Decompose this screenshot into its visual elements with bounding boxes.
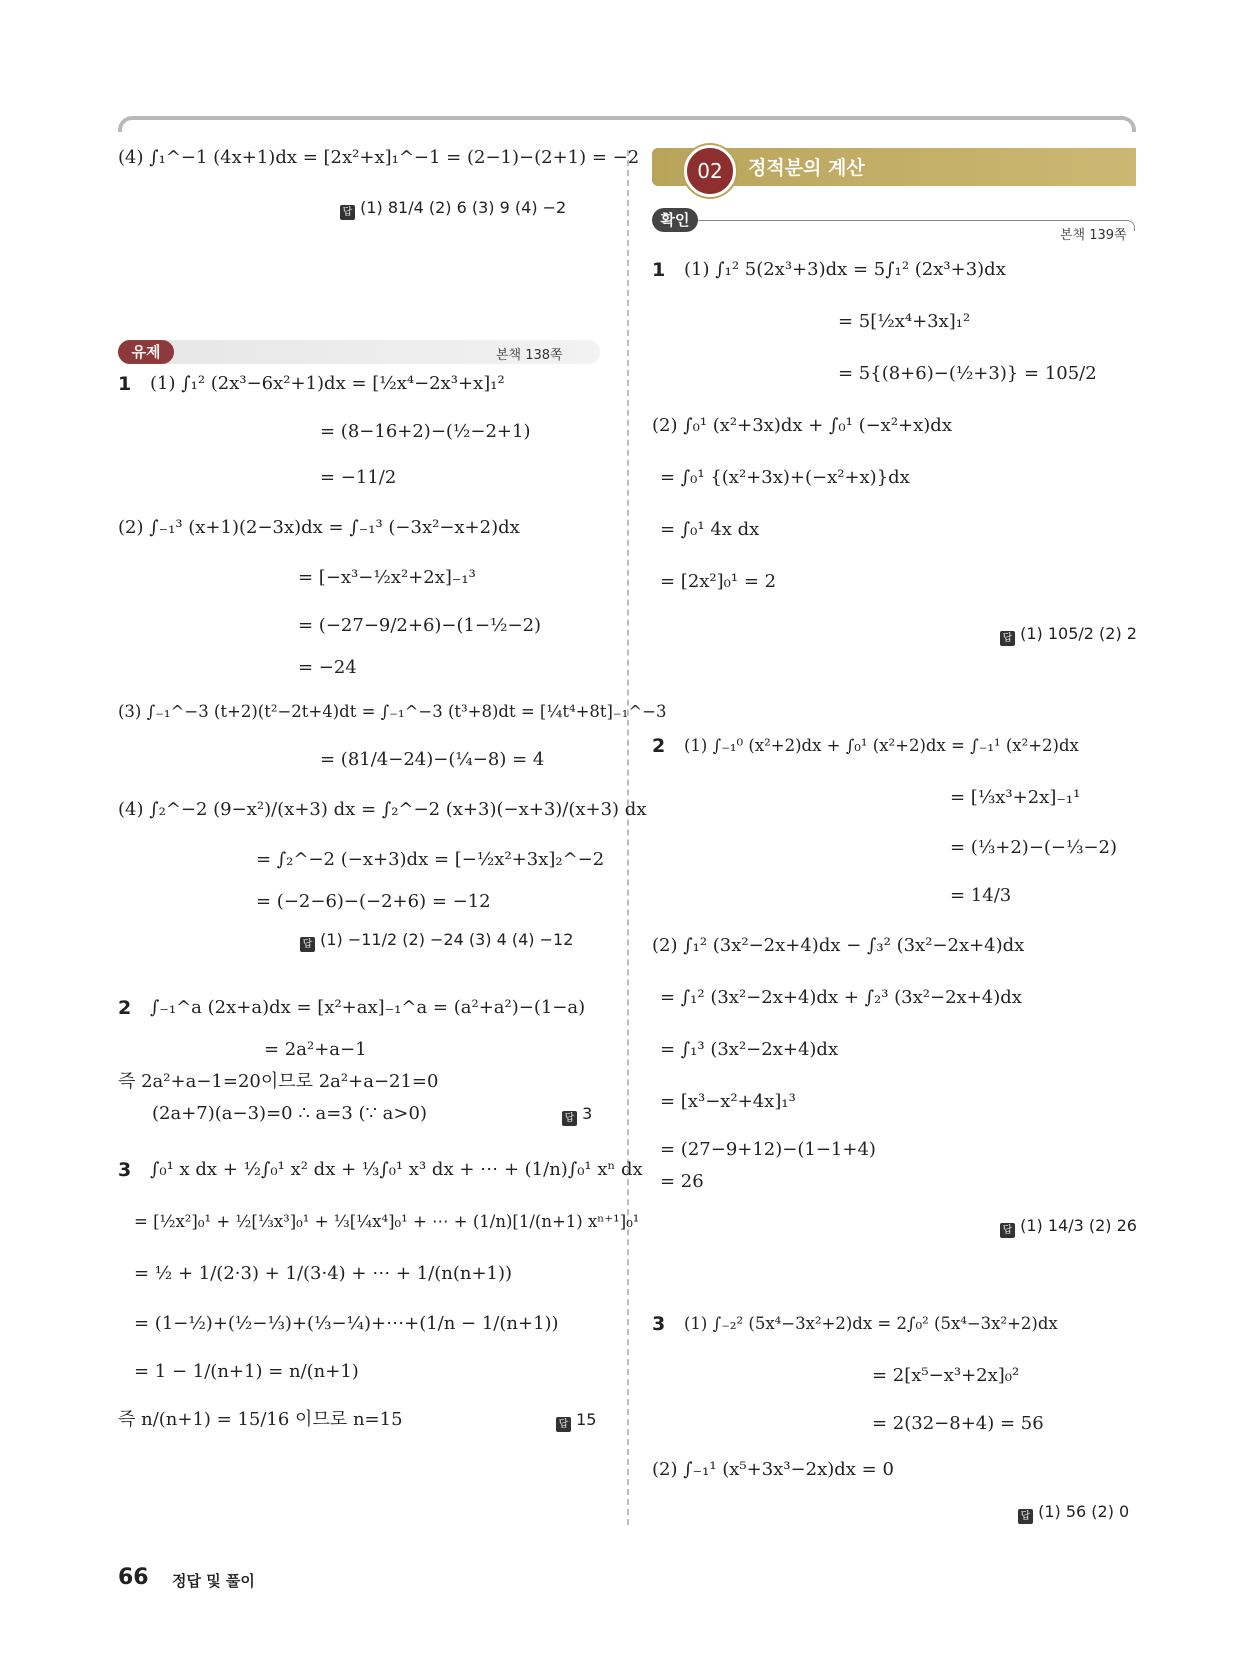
check-q2-line: (2) ∫₁² (3x²−2x+4)dx − ∫₃² (3x²−2x+4)dx — [652, 935, 1025, 956]
yuje-q3-answer: 답 15 — [556, 1408, 596, 1432]
page-top-frame — [118, 116, 1136, 132]
yuje-q1-line: (1) ∫₁² (2x³−6x²+1)dx = [½x⁴−2x³+x]₁² — [150, 373, 505, 394]
answer-mark-icon: 답 — [562, 1111, 577, 1126]
check-q3-line: = 2(32−8+4) = 56 — [872, 1413, 1044, 1434]
yuje-q3-line: = (1−½)+(½−⅓)+(⅓−¼)+⋯+(1/n − 1/(n+1)) — [134, 1313, 559, 1334]
yuje-q1-line: (3) ∫₋₁^−3 (t+2)(t²−2t+4)dt = ∫₋₁^−3 (t³+8)dt = [¼t⁴+8t]₋₁^−3 — [118, 702, 667, 721]
yuje-q3-line: 즉 n/(n+1) = 15/16 이므로 n=15 — [118, 1409, 403, 1430]
yuje-q3-line: = 1 − 1/(n+1) = n/(n+1) — [134, 1361, 359, 1382]
yuje-q2-line: 즉 2a²+a−1=20이므로 2a²+a−21=0 — [118, 1071, 439, 1092]
check-q3-answer: 답 (1) 56 (2) 0 — [1018, 1500, 1129, 1524]
check-q2-line: = (27−9+12)−(1−1+4) — [660, 1139, 876, 1160]
yuje-q3-number: 3 — [118, 1159, 132, 1181]
check-q1-line: = [2x²]₀¹ = 2 — [660, 571, 777, 592]
column-divider — [627, 150, 629, 1525]
answer-mark-icon: 답 — [1000, 1223, 1015, 1238]
yuje-q1-line: = (−2−6)−(−2+6) = −12 — [256, 891, 491, 912]
check-q1-line: = 5{(8+6)−(½+3)} = 105/2 — [838, 363, 1097, 384]
yuje-q3-line: = ½ + 1/(2·3) + 1/(3·4) + ⋯ + 1/(n(n+1)) — [134, 1263, 513, 1284]
yuje-q1-line: (2) ∫₋₁³ (x+1)(2−3x)dx = ∫₋₁³ (−3x²−x+2)dx — [118, 517, 520, 538]
yuje-q2-answer: 답 3 — [562, 1102, 592, 1126]
yuje-q1-line: = −11/2 — [320, 467, 397, 488]
yuje-q2-number: 2 — [118, 997, 132, 1019]
check-q1-line: = ∫₀¹ {(x²+3x)+(−x²+x)}dx — [660, 467, 910, 488]
top-answer: 답 (1) 81/4 (2) 6 (3) 9 (4) −2 — [340, 196, 566, 220]
page-number: 66 — [118, 1565, 149, 1590]
check-q2-line: = [⅓x³+2x]₋₁¹ — [950, 787, 1081, 808]
check-q3-line: = 2[x⁵−x³+2x]₀² — [872, 1365, 1020, 1386]
check-q2-line: = ∫₁³ (3x²−2x+4)dx — [660, 1039, 839, 1060]
yuje-ref: 본책 138쪽 — [496, 348, 563, 363]
yuje-label: 유제 — [118, 340, 174, 364]
check-q1-number: 1 — [652, 259, 666, 281]
yuje-q1-number: 1 — [118, 373, 132, 395]
check-q1-line: = ∫₀¹ 4x dx — [660, 519, 760, 540]
yuje-q1-line: = (−27−9/2+6)−(1−½−2) — [298, 615, 542, 636]
check-q2-line: = [x³−x²+4x]₁³ — [660, 1091, 796, 1112]
check-q2-answer: 답 (1) 14/3 (2) 26 — [1000, 1214, 1137, 1238]
check-q1-line: (2) ∫₀¹ (x²+3x)dx + ∫₀¹ (−x²+x)dx — [652, 415, 952, 436]
check-q3-line: (2) ∫₋₁¹ (x⁵+3x³−2x)dx = 0 — [652, 1459, 894, 1480]
check-q2-line: (1) ∫₋₁⁰ (x²+2)dx + ∫₀¹ (x²+2)dx = ∫₋₁¹ (x²+2)dx — [684, 736, 1079, 755]
section-title: 정적분의 계산 — [748, 157, 865, 179]
check-ref: 본책 139쪽 — [1060, 228, 1127, 243]
yuje-q1-line: (4) ∫₂^−2 (9−x²)/(x+3) dx = ∫₂^−2 (x+3)(−x+3)/(x+3) dx — [118, 799, 647, 820]
yuje-q3-line: = [½x²]₀¹ + ½[⅓x³]₀¹ + ⅓[¼x⁴]₀¹ + ⋯ + (1/n)[1/(n+1) xⁿ⁺¹]₀¹ — [134, 1212, 640, 1231]
yuje-q2-line: ∫₋₁^a (2x+a)dx = [x²+ax]₋₁^a = (a²+a²)−(1−a) — [150, 997, 586, 1018]
answer-mark-icon: 답 — [1018, 1509, 1033, 1524]
check-q1-answer: 답 (1) 105/2 (2) 2 — [1000, 622, 1137, 646]
yuje-q1-answer: 답 (1) −11/2 (2) −24 (3) 4 (4) −12 — [300, 928, 573, 952]
yuje-q1-line: = (8−16+2)−(½−2+1) — [320, 421, 531, 442]
answer-mark-icon: 답 — [556, 1417, 571, 1432]
footer-label: 정답 및 풀이 — [172, 1572, 255, 1590]
yuje-q2-line: (2a+7)(a−3)=0 ∴ a=3 (∵ a>0) — [152, 1103, 427, 1124]
check-q2-line: = (⅓+2)−(−⅓−2) — [950, 837, 1118, 858]
yuje-q1-line: = [−x³−½x²+2x]₋₁³ — [298, 567, 476, 588]
yuje-q2-line: = 2a²+a−1 — [264, 1039, 367, 1060]
section-number: 02 — [684, 145, 736, 197]
yuje-q1-line: = (81/4−24)−(¼−8) = 4 — [320, 749, 545, 770]
check-q2-line: = 14/3 — [950, 885, 1012, 906]
top-solution-line: (4) ∫₁^−1 (4x+1)dx = [2x²+x]₁^−1 = (2−1)−(2+1) = −2 — [118, 147, 640, 168]
answer-mark-icon: 답 — [300, 937, 315, 952]
check-q2-number: 2 — [652, 735, 666, 757]
check-q1-line: = 5[½x⁴+3x]₁² — [838, 311, 971, 332]
yuje-q1-line: = ∫₂^−2 (−x+3)dx = [−½x²+3x]₂^−2 — [256, 849, 605, 870]
check-label: 확인 — [652, 208, 698, 232]
yuje-q1-line: = −24 — [298, 657, 357, 678]
check-q1-line: (1) ∫₁² 5(2x³+3)dx = 5∫₁² (2x³+3)dx — [684, 259, 1006, 280]
check-q3-number: 3 — [652, 1313, 666, 1335]
check-q3-line: (1) ∫₋₂² (5x⁴−3x²+2)dx = 2∫₀² (5x⁴−3x²+2)dx — [684, 1314, 1058, 1333]
check-q2-line: = 26 — [660, 1171, 704, 1192]
check-q2-line: = ∫₁² (3x²−2x+4)dx + ∫₂³ (3x²−2x+4)dx — [660, 987, 1022, 1008]
answer-mark-icon: 답 — [340, 205, 355, 220]
answer-mark-icon: 답 — [1000, 631, 1015, 646]
yuje-q3-line: ∫₀¹ x dx + ½∫₀¹ x² dx + ⅓∫₀¹ x³ dx + ⋯ + (1/n)∫₀¹ xⁿ dx — [150, 1159, 643, 1180]
